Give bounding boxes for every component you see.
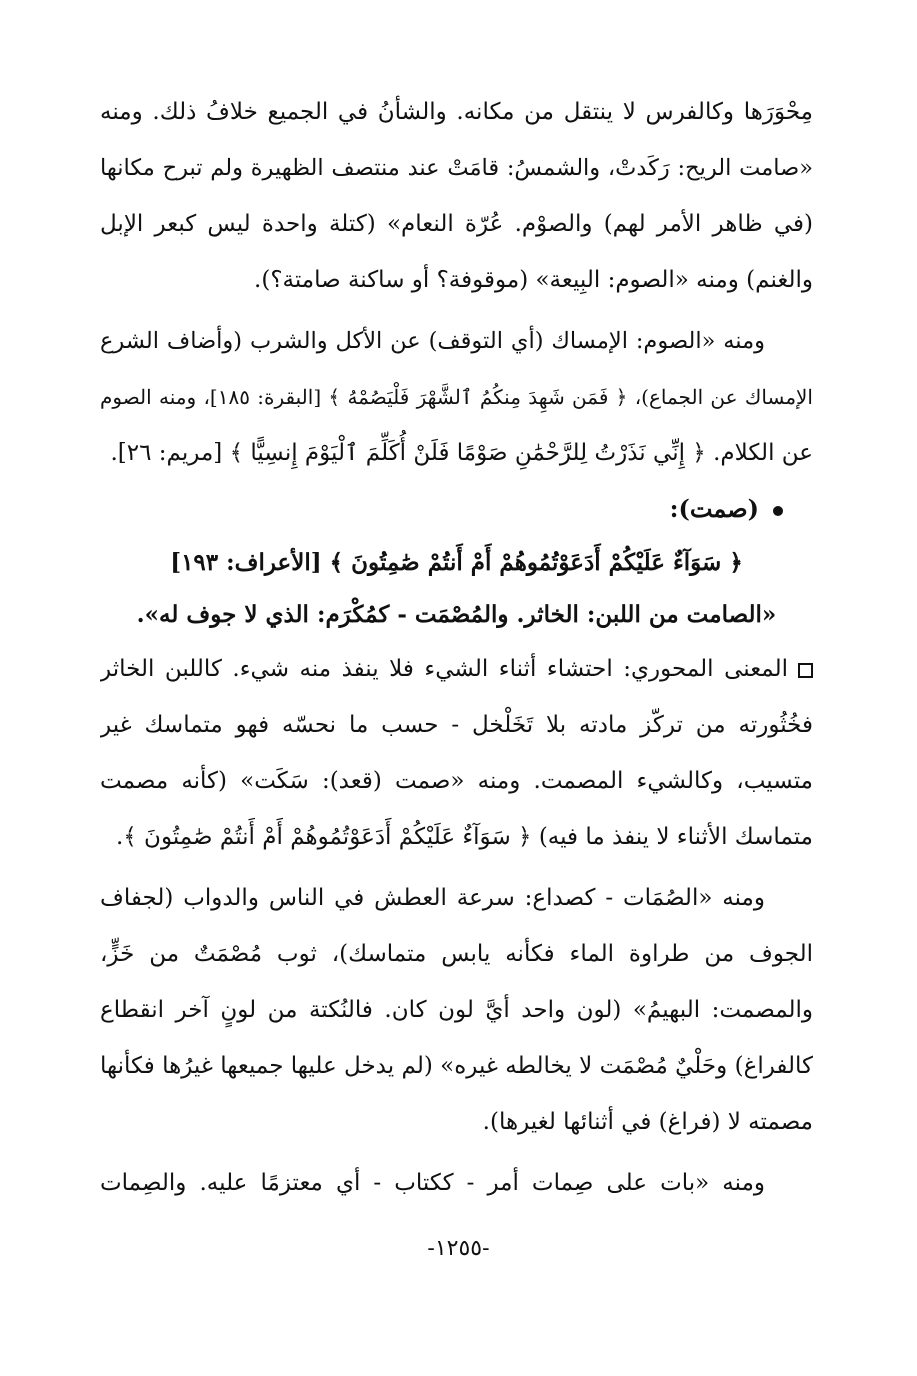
verse-line: ﴿ سَوَآءٌ عَلَيْكُمْ أَدَعَوْتُمُوهُمْ أَمْ أَنتُمْ صَٰمِتُونَ ﴾ [الأعراف: ١٩٣] [170,549,743,576]
paragraph [100,313,813,481]
text-line: الجوف من طراوة الماء فكأنه يابس متماسك)، ثوب مُصْمَتٌ من خَزٍّ، [100,941,813,967]
section-heading-text: (صمت): [669,494,759,523]
paragraph [100,84,813,308]
text-line: ومنه «الصوم: الإمساك (أي التوقف) عن الأكل والشرب (وأضاف الشرع [100,328,765,354]
text-line: «صامت الريح: رَكَدتْ، والشمسُ: قامَتْ عند منتصف الظهيرة ولم تبرح مكانها [100,155,813,181]
text-line: والمصمت: البهيمُ» (لون واحد أيَّ لون كان. فالنُكتة من لونٍ آخر انقطاع [100,997,813,1023]
text-line: ومنه «بات على صِمات أمر - ككتاب - أي معتزمًا عليه. والصِمات [100,1170,765,1196]
text-line-content: المعنى المحوري: احتشاء أثناء الشيء فلا ينفذ منه شيء. كاللبن الخاثر [100,656,788,682]
text-line: والغنم) ومنه «الصوم: البِيعة» (موقوفة؟ أو ساكنة صامتة؟). [254,267,813,293]
text-line: مِحْوَرَها وكالفرس لا ينتقل من مكانه. والشأنُ في الجميع خلافُ ذلك. ومنه [100,99,813,125]
section-heading [100,481,813,537]
text-line: كالفراغ) وحَلْيٌ مُصْمَت لا يخالطه غيره» (لم يدخل عليها جميعها غيرُها فكأنها [100,1053,813,1079]
text-line: ومنه «الصُمَات - كصداع: سرعة العطش في الناس والدواب (لجفاف [100,885,765,911]
text-line: مصمته لا (فراغ) في أثنائها لغيرها). [482,1109,813,1135]
text-line: فخُثُورته من تركّز مادته بلا تَخَلْخل - حسب ما نحسّه فهو متماسك غير [100,712,813,738]
paragraph [100,870,813,1150]
text-line: متماسك الأثناء لا ينفذ ما فيه) ﴿ سَوَآءٌ عَلَيْكُمْ أَدَعَوْتُمُوهُمْ أَمْ أَنتُمْ صَٰمِتُونَ ﴾. [115,824,813,850]
paragraph [100,1155,813,1211]
page-number: -١٢٥٥- [427,1236,490,1261]
text-line: متسيب، وكالشيء المصمت. ومنه «صمت (قعد): سَكَت» (كأنه مصمت [100,768,813,794]
square-box-icon [798,663,813,678]
text-line [100,641,813,697]
text-line: عن الكلام. ﴿ إِنِّي نَذَرْتُ لِلرَّحْمَٰنِ صَوْمًا فَلَنْ أُكَلِّمَ ٱلْيَوْمَ إِنسِيًّا ﴾ [مريم: ٢٦]. [110,440,813,466]
bullet-icon [773,506,783,516]
paragraph [100,641,813,865]
text-line: الإمساك عن الجماع)، ﴿ فَمَن شَهِدَ مِنكُمُ ٱلشَّهْرَ فَلْيَصُمْهُ ﴾ [البقرة: ١٨٥]، ومنه الصوم [100,385,813,409]
text-line: (في ظاهر الأمر لهم) والصوْم. عُرّة النعام» (كتلة واحدة ليس كبعر الإبل [100,211,813,237]
definition-line: «الصامت من اللبن: الخاثر. والمُصْمَت - كمُكْرَم: الذي لا جوف له». [136,601,777,628]
